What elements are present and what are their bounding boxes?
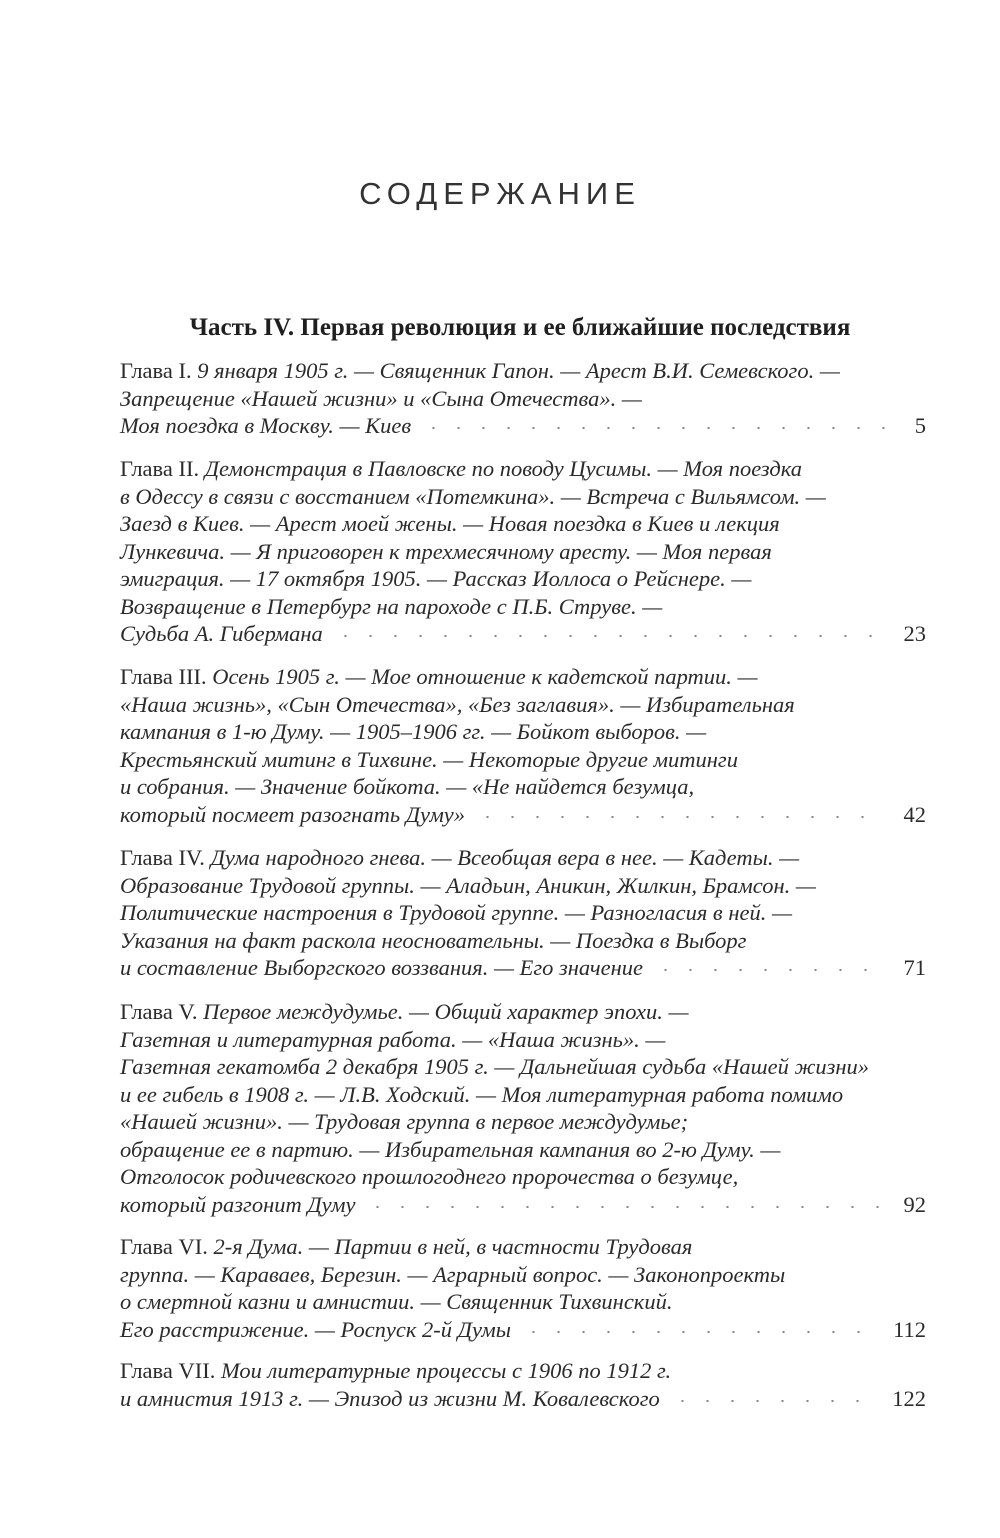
chapter-description-line: Образование Трудовой группы. — Аладьин, Аникин, Жилкин, Брамсон. — [120, 872, 816, 898]
chapter-label: Глава III. [120, 664, 207, 689]
page-number: 112 [893, 1316, 926, 1342]
toc-entry-chapter-2[interactable] [120, 455, 926, 648]
toc-entry-chapter-3[interactable] [120, 663, 926, 828]
page-number: 23 [903, 621, 926, 646]
chapter-description-line: Первое междудумье. — Общий характер эпохи. — [203, 999, 689, 1024]
chapter-description-line: эмиграция. — 17 октября 1905. — Рассказ Иоллоса о Рейснере. — [120, 566, 752, 591]
chapter-description-line: обращение ее в партию. — Избирательная кампания во 2-ю Думу. — [120, 1136, 781, 1162]
toc-entry-chapter-7[interactable] [120, 1357, 926, 1412]
chapter-description-line: Указания на факт раскола неосновательны. — Поездка в Выборг [120, 927, 747, 953]
chapter-description-line: Лункевича. — Я приговорен к трехмесячному аресту. — Моя первая [120, 538, 772, 564]
chapter-description-line: Политические настроения в Трудовой группе. — Разногласия в ней. — [120, 900, 792, 925]
chapter-description-line: Крестьянский митинг в Тихвине. — Некоторые другие митинги [120, 746, 738, 772]
chapter-description-line: «Нашей жизни». — Трудовая группа в первое междудумье; [120, 1109, 689, 1134]
chapter-description-line: о смертной казни и амнистии. — Священник Тихвинский. [120, 1289, 673, 1314]
chapter-label: Глава V. [120, 999, 198, 1024]
page-number: 5 [914, 413, 926, 438]
dot-leader [475, 815, 885, 819]
chapter-description-line: и составление Выборгского воззвания. — Его значение [120, 955, 644, 980]
page-number: 92 [903, 1191, 926, 1217]
chapter-description-line: 9 января 1905 г. — Священник Гапон. — Арест В.И. Семевского. — [197, 358, 840, 383]
chapter-description-line: Судьба А. Гибермана [120, 621, 323, 646]
toc-entry-chapter-6[interactable] [120, 1233, 926, 1343]
toc-entry-chapter-4[interactable] [120, 844, 926, 982]
chapter-description-line: в Одессу в связи с восстанием «Потемкина». — Встреча с Вильямсом. — [120, 483, 826, 509]
chapter-description-line: и собрания. — Значение бойкота. — «Не найдется безумца, [120, 774, 695, 799]
chapter-description-line: и ее гибель в 1908 г. — Л.В. Ходский. — Моя литературная работа помимо [120, 1081, 844, 1107]
chapter-label: Глава IV. [120, 845, 205, 870]
chapter-description-line: 2-я Дума. — Партии в ней, в частности Трудовая [213, 1234, 693, 1259]
dot-leader [365, 1205, 885, 1209]
page-number: 42 [903, 801, 926, 827]
page-number: 122 [892, 1385, 926, 1411]
chapter-description-line: Демонстрация в Павловске по поводу Цусимы. — Моя поездка [204, 456, 803, 481]
chapter-label: Глава I. [120, 358, 192, 383]
page-number: 71 [903, 955, 926, 980]
chapter-label: Глава II. [120, 456, 200, 481]
part-title: Часть IV. Первая революция и ее ближайшие последствия [189, 314, 851, 341]
chapter-description-line: Отголосок родичевского прошлогоднего пророчества о безумце, [120, 1164, 739, 1189]
chapter-description-line: Моя поездка в Москву. — Киев [120, 413, 412, 438]
chapter-description-line: Запрещение «Нашей жизни» и «Сына Отечества». — [120, 385, 642, 411]
chapter-description-line: и амнистия 1913 г. — Эпизод из жизни М. Ковалевского [120, 1385, 660, 1411]
chapter-description-line: Заезд в Киев. — Арест моей жены. — Новая поездка в Киев и лекция [120, 511, 780, 536]
chapter-description-line: группа. — Караваев, Березин. — Аграрный вопрос. — Законопроекты [120, 1261, 786, 1287]
chapter-description-line: Газетная гекатомба 2 декабря 1905 г. — Дальнейшая судьба «Нашей жизни» [120, 1054, 870, 1079]
chapter-description-line: Осень 1905 г. — Мое отношение к кадетской партии. — [212, 664, 758, 689]
dot-leader [333, 634, 886, 638]
page-title: СОДЕРЖАНИЕ [359, 176, 641, 211]
chapter-description-line: который разгонит Думу [120, 1191, 356, 1217]
chapter-label: Глава VI. [120, 1234, 208, 1259]
toc-entry-chapter-1[interactable] [120, 357, 926, 440]
toc-entry-chapter-5[interactable] [120, 998, 926, 1218]
dot-leader [421, 426, 888, 430]
chapter-description-line: Его расстрижение. — Роспуск 2-й Думы [120, 1316, 512, 1342]
dot-leader [653, 968, 885, 972]
chapter-description-line: Газетная и литературная работа. — «Наша жизнь». — [120, 1026, 666, 1052]
chapter-description-line: кампания в 1-ю Думу. — 1905–1906 гг. — Бойкот выборов. — [120, 719, 707, 744]
chapter-description-line: Мои литературные процессы с 1906 по 1912 г. [220, 1358, 672, 1383]
dot-leader [521, 1330, 875, 1334]
chapter-description-line: Дума народного гнева. — Всеобщая вера в нее. — Кадеты. — [210, 845, 800, 870]
chapter-description-line: Возвращение в Петербург на пароходе с П.Б. Струве. — [120, 593, 663, 619]
dot-leader [670, 1399, 875, 1403]
chapter-label: Глава VII. [120, 1358, 216, 1383]
chapter-description-line: «Наша жизнь», «Сын Отечества», «Без заглавия». — Избирательная [120, 691, 795, 717]
chapter-description-line: который посмеет разогнать Думу» [120, 801, 466, 827]
